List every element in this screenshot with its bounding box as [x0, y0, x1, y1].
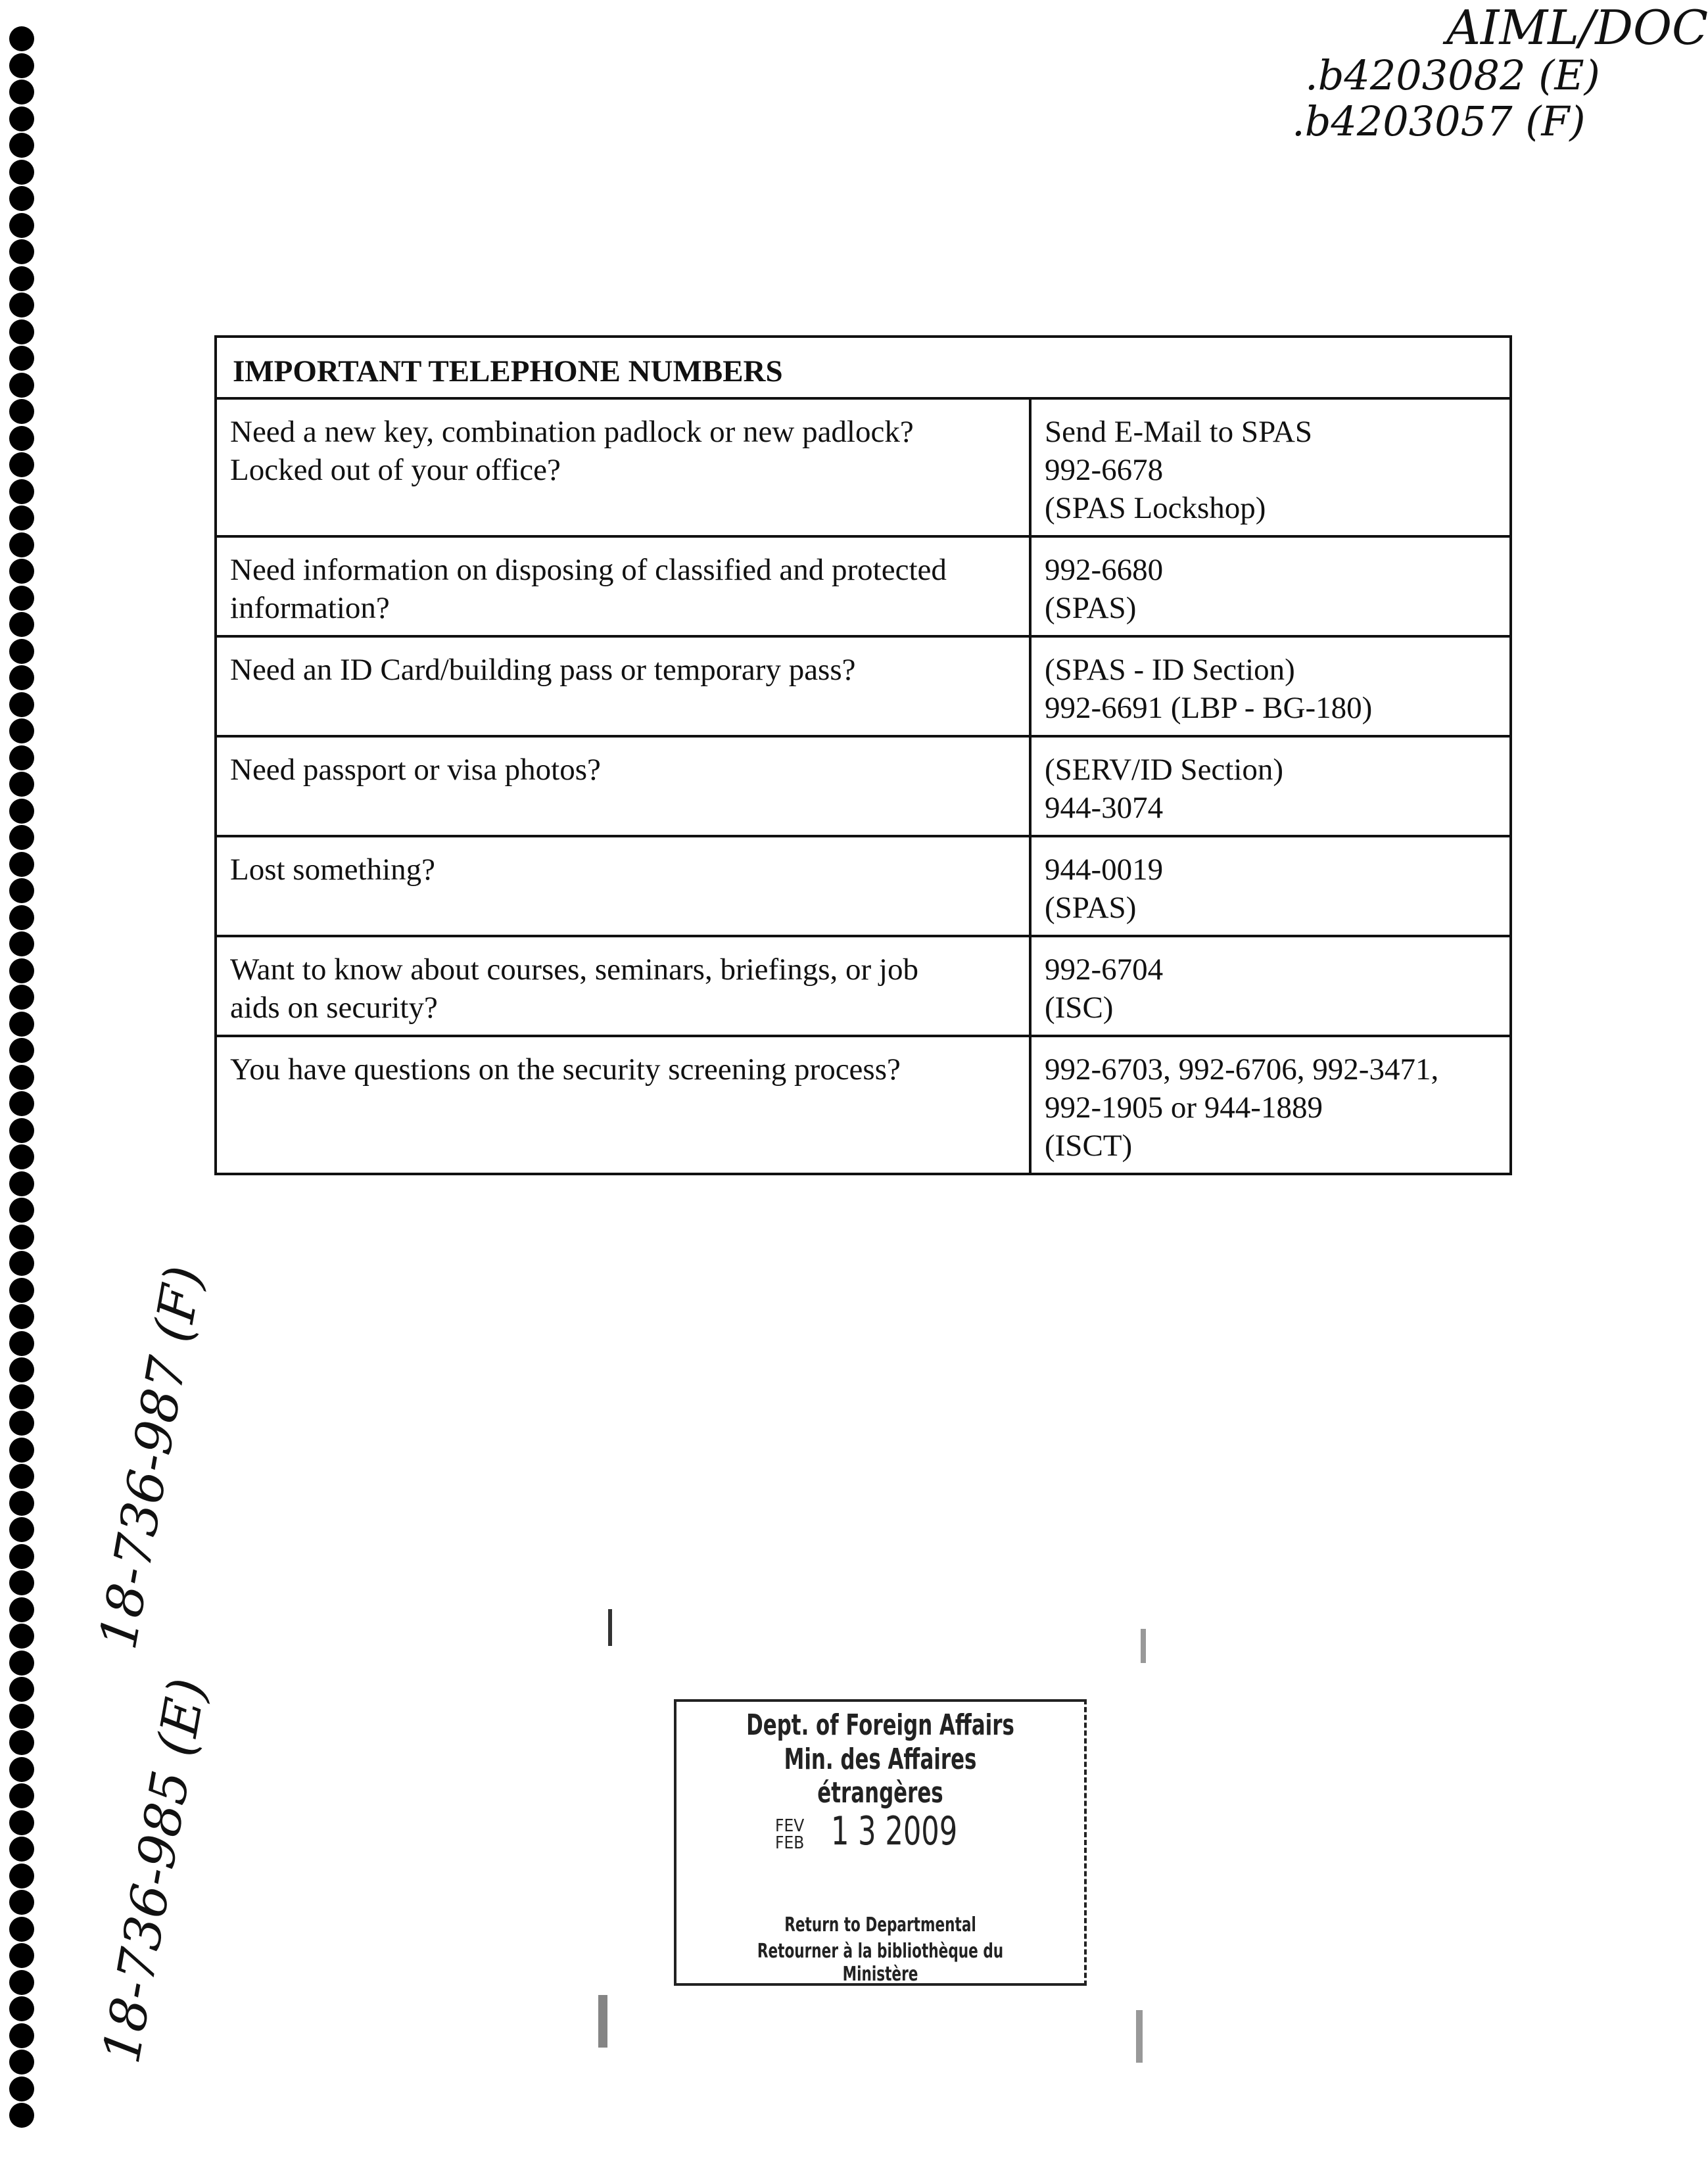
binder-hole — [9, 1491, 34, 1516]
binder-hole — [9, 1118, 34, 1143]
contact-text: (SPAS) — [1045, 891, 1137, 925]
question-cell — [216, 736, 1030, 836]
table-title: IMPORTANT TELEPHONE NUMBERS — [216, 337, 1511, 398]
handwritten-note: .b4203057 (F) — [1292, 97, 1586, 145]
binder-hole — [9, 1704, 34, 1729]
binder-hole — [9, 905, 34, 930]
binder-hole — [9, 239, 34, 264]
binder-hole — [9, 1783, 34, 1808]
binder-hole — [9, 1251, 34, 1276]
contact-text: (SERV/ID Section) — [1045, 753, 1284, 787]
handwritten-margin-note: 18-736-985 (E) — [92, 1674, 218, 2068]
binder-hole — [9, 1278, 34, 1303]
contact-text: 944-3074 — [1045, 791, 1164, 825]
binder-hole — [9, 1917, 34, 1942]
table-body — [216, 398, 1511, 1174]
binder-hole — [9, 1544, 34, 1569]
contact-text: 992-6704 — [1045, 952, 1164, 987]
binder-hole — [9, 1677, 34, 1702]
binder-hole — [9, 745, 34, 770]
binder-hole — [9, 772, 34, 797]
binder-hole — [9, 293, 34, 317]
contact-cell — [1030, 398, 1511, 536]
contact-text: 944-0019 — [1045, 853, 1164, 887]
binder-hole — [9, 878, 34, 903]
binder-hole — [9, 612, 34, 637]
binder-hole — [9, 559, 34, 584]
binder-hole — [9, 1198, 34, 1223]
binder-hole — [9, 346, 34, 371]
binder-hole — [9, 1837, 34, 1862]
binder-holes — [9, 26, 42, 2149]
binder-hole — [9, 852, 34, 877]
question-cell — [216, 1036, 1030, 1174]
question-cell — [216, 936, 1030, 1036]
binder-hole — [9, 1225, 34, 1250]
question-cell — [216, 536, 1030, 636]
contact-text: 992-6680 — [1045, 553, 1164, 587]
binder-hole — [9, 1144, 34, 1169]
handwritten-note: .b4203082 (E) — [1305, 51, 1600, 99]
binder-hole — [9, 1517, 34, 1542]
binder-hole — [9, 399, 34, 424]
question-text: Want to know about courses, seminars, briefings, or job — [230, 952, 918, 987]
contact-cell — [1030, 836, 1511, 936]
binder-hole — [9, 160, 34, 185]
table-row — [216, 736, 1511, 836]
binder-hole — [9, 1357, 34, 1382]
contact-text: (SPAS) — [1045, 591, 1137, 625]
contact-cell — [1030, 736, 1511, 836]
contact-cell — [1030, 536, 1511, 636]
binder-hole — [9, 1384, 34, 1409]
question-cell — [216, 836, 1030, 936]
scan-artifact — [608, 1609, 612, 1646]
binder-hole — [9, 1651, 34, 1676]
handwritten-margin-note: 18-736-987 (F) — [89, 1261, 214, 1654]
binder-hole — [9, 1464, 34, 1489]
question-text: You have questions on the security screening process? — [230, 1052, 901, 1087]
binder-hole — [9, 53, 34, 78]
binder-hole — [9, 1065, 34, 1090]
binder-hole — [9, 799, 34, 824]
binder-hole — [9, 1943, 34, 1968]
scan-artifact — [598, 1995, 607, 2048]
binder-hole — [9, 1864, 34, 1888]
binder-hole — [9, 931, 34, 956]
contact-text: (ISCT) — [1045, 1129, 1133, 1163]
table-header-row — [216, 337, 1511, 398]
binder-hole — [9, 958, 34, 983]
binder-hole — [9, 1012, 34, 1037]
table-row — [216, 936, 1511, 1036]
binder-hole — [9, 1730, 34, 1755]
binder-hole — [9, 1438, 34, 1463]
contact-text: (SPAS Lockshop) — [1045, 491, 1266, 525]
table-row — [216, 636, 1511, 736]
question-text: Need a new key, combination padlock or new padlock? — [230, 415, 914, 449]
binder-hole — [9, 2103, 34, 2128]
binder-hole — [9, 319, 34, 344]
stamp-month — [775, 1818, 804, 1852]
table-row — [216, 836, 1511, 936]
question-text: Lost something? — [230, 853, 435, 887]
table-row — [216, 398, 1511, 536]
binder-hole — [9, 586, 34, 611]
binder-hole — [9, 718, 34, 743]
binder-hole — [9, 1810, 34, 1835]
stamp-return-en: Return to Departmental — [784, 1913, 976, 1936]
table-row — [216, 1036, 1511, 1174]
handwritten-note: AIML/DOC — [1446, 0, 1708, 55]
binder-hole — [9, 825, 34, 850]
binder-hole — [9, 1038, 34, 1063]
question-text: Need passport or visa photos? — [230, 753, 601, 787]
binder-hole — [9, 133, 34, 158]
contact-text: 992-6691 (LBP - BG-180) — [1045, 691, 1373, 725]
binder-hole — [9, 266, 34, 291]
binder-hole — [9, 1331, 34, 1356]
binder-hole — [9, 186, 34, 211]
stamp-month-fr: FEB — [775, 1833, 805, 1853]
binder-hole — [9, 373, 34, 398]
table-row — [216, 536, 1511, 636]
binder-hole — [9, 426, 34, 451]
question-cell — [216, 636, 1030, 736]
contact-cell — [1030, 1036, 1511, 1174]
binder-hole — [9, 1996, 34, 2021]
binder-hole — [9, 985, 34, 1010]
contact-text: 992-1905 or 944-1889 — [1045, 1091, 1323, 1125]
binder-hole — [9, 106, 34, 131]
question-text: aids on security? — [230, 991, 438, 1025]
question-text: Need information on disposing of classified and protected — [230, 553, 947, 587]
received-date-stamp — [674, 1699, 1087, 1986]
binder-hole — [9, 213, 34, 238]
binder-hole — [9, 1570, 34, 1595]
stamp-date: 1 3 2009 — [831, 1808, 958, 1854]
contact-text: (SPAS - ID Section) — [1045, 653, 1295, 687]
binder-hole — [9, 1757, 34, 1782]
contact-text: 992-6678 — [1045, 453, 1164, 487]
contact-cell — [1030, 936, 1511, 1036]
binder-hole — [9, 2050, 34, 2075]
question-text: Locked out of your office? — [230, 453, 561, 487]
binder-hole — [9, 1411, 34, 1436]
binder-hole — [9, 26, 34, 51]
binder-hole — [9, 505, 34, 530]
scan-artifact — [1136, 2010, 1143, 2063]
contact-cell — [1030, 636, 1511, 736]
binder-hole — [9, 2023, 34, 2048]
binder-hole — [9, 665, 34, 690]
question-text: Need an ID Card/building pass or temporary pass? — [230, 653, 856, 687]
stamp-month-en: FEV — [775, 1816, 805, 1836]
binder-hole — [9, 639, 34, 664]
binder-hole — [9, 532, 34, 557]
telephone-numbers-table — [214, 335, 1512, 1175]
question-text: information? — [230, 591, 390, 625]
binder-hole — [9, 1624, 34, 1649]
binder-hole — [9, 1890, 34, 1915]
binder-hole — [9, 80, 34, 105]
scan-artifact — [1141, 1629, 1146, 1663]
binder-hole — [9, 1597, 34, 1622]
binder-hole — [9, 1091, 34, 1116]
contact-text: (ISC) — [1045, 991, 1114, 1025]
binder-hole — [9, 1171, 34, 1196]
binder-hole — [9, 479, 34, 504]
contact-text: Send E-Mail to SPAS — [1045, 415, 1312, 449]
stamp-line: Min. des Affaires étrangères — [784, 1743, 977, 1810]
question-cell — [216, 398, 1030, 536]
stamp-line: Dept. of Foreign Affairs — [746, 1708, 1014, 1742]
binder-hole — [9, 2076, 34, 2101]
binder-hole — [9, 692, 34, 717]
binder-hole — [9, 1304, 34, 1329]
binder-hole — [9, 452, 34, 477]
stamp-return-fr: Retourner à la bibliothèque du Ministère — [757, 1940, 1004, 1986]
contact-text: 992-6703, 992-6706, 992-3471, — [1045, 1052, 1439, 1087]
binder-hole — [9, 1970, 34, 1995]
